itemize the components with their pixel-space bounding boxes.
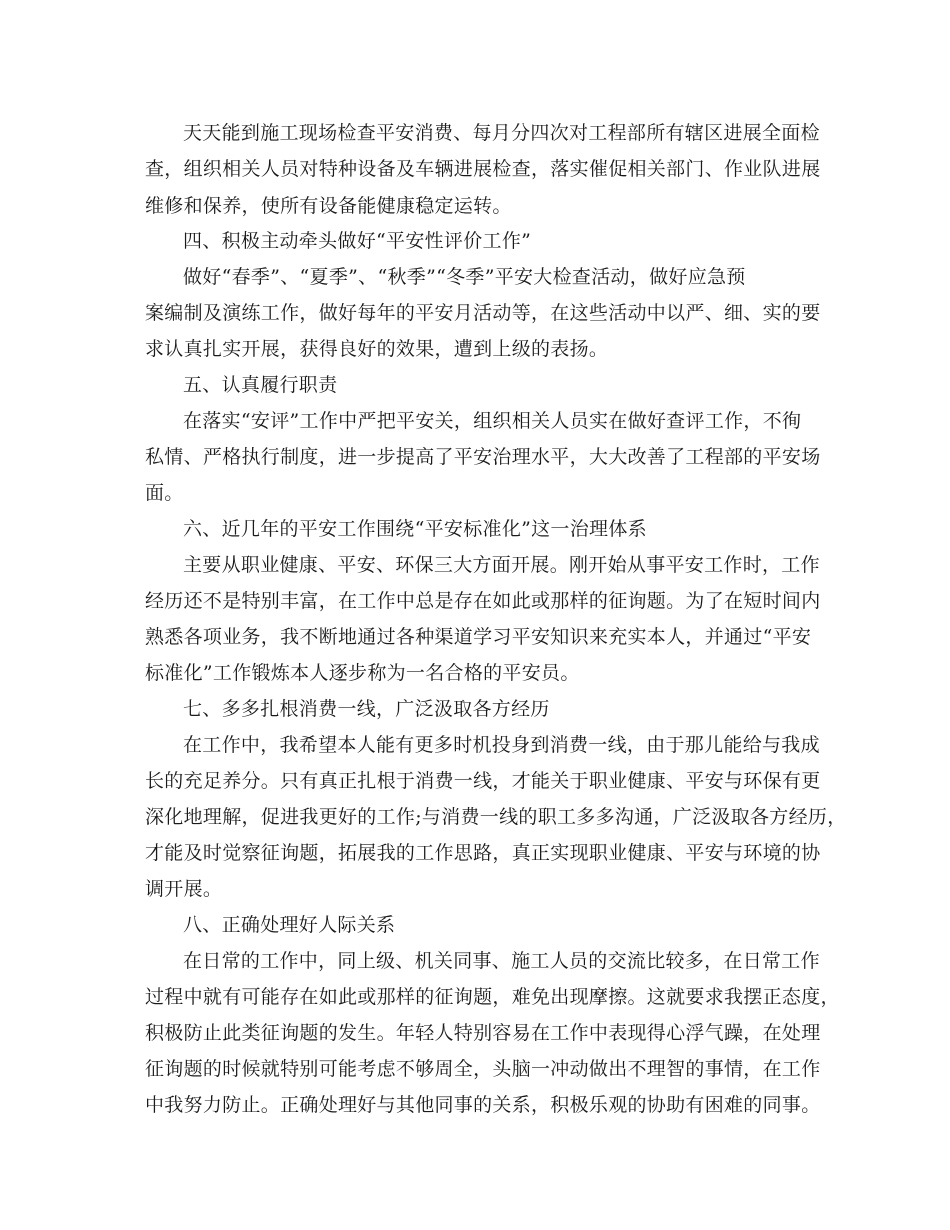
- paragraph-line: 查，组织相关人员对特种设备及车辆进展检查，落实催促相关部门、作业队进展: [145, 158, 821, 180]
- paragraph-line: 才能及时觉察征询题，拓展我的工作思路，真正实现职业健康、平安与环境的协: [145, 842, 821, 864]
- paragraph-line: 天天能到施工现场检查平安消费、每月分四次对工程部所有辖区进展全面检: [183, 122, 820, 144]
- section-heading: 七、多多扎根消费一线，广泛汲取各方经历: [183, 698, 550, 720]
- section-heading: 八、正确处理好人际关系: [183, 914, 396, 936]
- paragraph-line: 做好“春季”、“夏季”、“秋季”“冬季”平安大检查活动，做好应急预: [183, 266, 746, 288]
- paragraph-line: 求认真扎实开展，获得良好的效果，遭到上级的表扬。: [145, 338, 609, 360]
- section-heading: 六、近几年的平安工作围绕“平安标准化”这一治理体系: [183, 518, 647, 540]
- section-heading: 四、积极主动牵头做好“平安性评价工作”: [183, 230, 532, 252]
- section-heading: 五、认真履行职责: [183, 374, 338, 396]
- paragraph-line: 案编制及演练工作，做好每年的平安月活动等，在这些活动中以严、细、实的要: [145, 302, 821, 324]
- paragraph-line: 征询题的时候就特别可能考虑不够周全，头脑一冲动做出不理智的事情，在工作: [145, 1058, 821, 1080]
- paragraph-line: 私情、严格执行制度，进一步提高了平安治理水平，大大改善了工程部的平安场: [145, 446, 821, 468]
- paragraph-line: 中我努力防止。正确处理好与其他同事的关系，积极乐观的协助有困难的同事。: [145, 1094, 821, 1116]
- paragraph-line: 经历还不是特别丰富，在工作中总是存在如此或那样的征询题。为了在短时间内: [145, 590, 821, 612]
- paragraph-line: 过程中就有可能存在如此或那样的征询题，难免出现摩擦。这就要求我摆正态度，: [145, 986, 840, 1008]
- paragraph-line: 积极防止此类征询题的发生。年轻人特别容易在工作中表现得心浮气躁，在处理: [145, 1022, 821, 1044]
- paragraph-line: 长的充足养分。只有真正扎根于消费一线，才能关于职业健康、平安与环保有更: [145, 770, 821, 792]
- paragraph-line: 熟悉各项业务，我不断地通过各种渠道学习平安知识来充实本人，并通过“平安: [145, 626, 812, 648]
- paragraph-line: 面。: [145, 482, 184, 504]
- paragraph-line: 在工作中，我希望本人能有更多时机投身到消费一线，由于那儿能给与我成: [183, 734, 820, 756]
- paragraph-line: 标准化”工作锻炼本人逐步称为一名合格的平安员。: [145, 662, 580, 684]
- paragraph-line: 维修和保养，使所有设备能健康稳定运转。: [145, 195, 512, 217]
- paragraph-line: 调开展。: [145, 878, 223, 900]
- paragraph-line: 在落实“安评”工作中严把平安关，组织相关人员实在做好查评工作，不徇: [183, 410, 802, 432]
- paragraph-line: 深化地理解，促进我更好的工作;与消费一线的职工多多沟通，广泛汲取各方经历，: [145, 806, 847, 828]
- paragraph-line: 在日常的工作中，同上级、机关同事、施工人员的交流比较多，在日常工作: [183, 950, 820, 972]
- paragraph-line: 主要从职业健康、平安、环保三大方面开展。刚开始从事平安工作时，工作: [183, 554, 820, 576]
